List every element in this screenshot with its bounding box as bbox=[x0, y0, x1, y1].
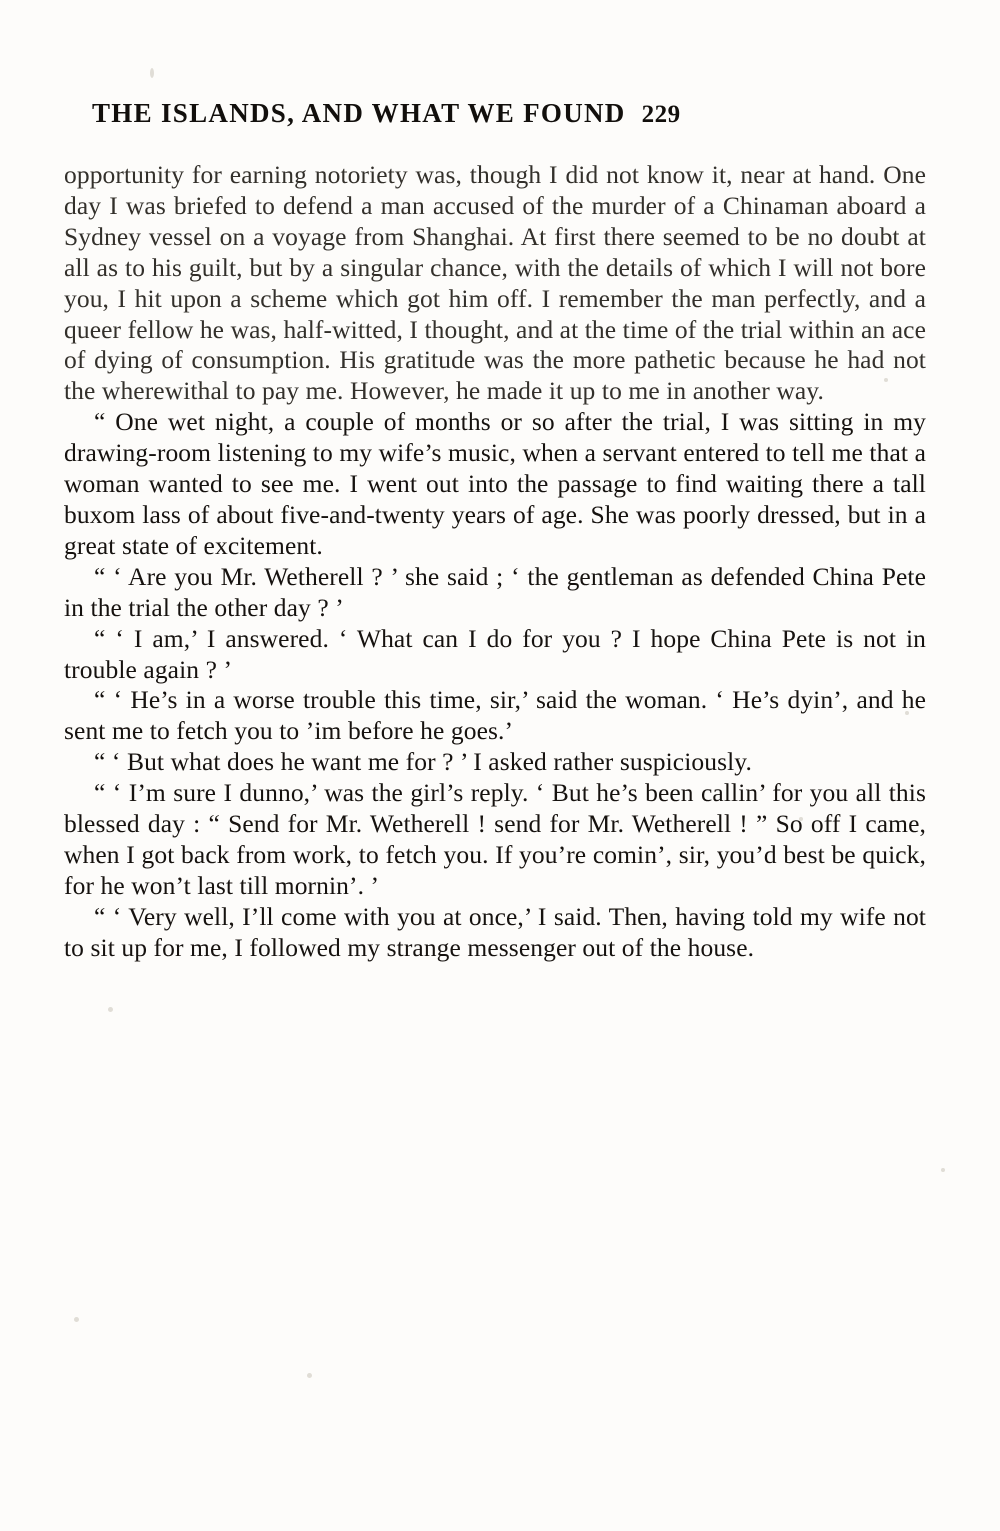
paragraph: “ ‘ But what does he want me for ? ’ I asked rather suspiciously. bbox=[94, 747, 752, 777]
page-number: 229 bbox=[641, 101, 681, 128]
paragraph: “ ‘ I’m sure I dunno,’ was the girl’s reply. ‘ But he’s been callin’ for you all this blessed day : “ Send for Mr. Wetherell ! send for Mr. Wetherell ! ” So off I came, when I got back from work, to fetch you. If you’re comin’, sir, you’d best be quick, for he won’t last till mornin’. ’ bbox=[64, 778, 926, 900]
paragraph: “ ‘ He’s in a worse trouble this time, sir,’ said the woman. ‘ He’s dyin’, and he sent me to fetch you to ’im before he goes.’ bbox=[64, 685, 926, 746]
paragraph: “ ‘ I am,’ I answered. ‘ What can I do for you ? I hope China Pete is not in trouble again ? ’ bbox=[64, 623, 926, 684]
running-head bbox=[92, 98, 908, 129]
scan-speck bbox=[307, 1373, 312, 1378]
running-head-title: THE ISLANDS, AND WHAT WE FOUND bbox=[92, 98, 626, 128]
scan-speck bbox=[74, 1317, 79, 1322]
page-body bbox=[64, 160, 926, 964]
paragraph: “ One wet night, a couple of months or so after the trial, I was sitting in my drawing-room listening to my wife’s music, when a servant entered to tell me that a woman wanted to see me. I went out into the passage to find waiting there a tall buxom lass of about five-and-twenty years of age. She was poorly dressed, but in a great state of excitement. bbox=[64, 407, 926, 560]
scan-speck bbox=[941, 1168, 945, 1172]
paragraph: opportunity for earning notoriety was, though I did not know it, near at hand. One day I was briefed to defend a man accused of the murder of a Chinaman aboard a Sydney vessel on a voyage from Shanghai. At first there seemed to be no doubt at all as to his guilt, but by a singular chance, with the details of which I will not bore you, I hit upon a scheme which got him off. I remember the man perfectly, and a queer fellow he was, half-witted, I thought, and at the time of the trial within an ace of dying of consumption. His gratitude was the more pathetic because he had not the wherewithal to pay me. However, he made it up to me in another way. bbox=[64, 160, 926, 406]
paragraph: “ ‘ Very well, I’ll come with you at once,’ I said. Then, having told my wife not to sit up for me, I followed my strange messenger out of the house. bbox=[64, 901, 926, 962]
scan-speck bbox=[108, 1007, 113, 1012]
scan-speck bbox=[150, 68, 154, 78]
paragraph: “ ‘ Are you Mr. Wetherell ? ’ she said ; ‘ the gentleman as defended China Pete in the trial the other day ? ’ bbox=[64, 561, 926, 622]
